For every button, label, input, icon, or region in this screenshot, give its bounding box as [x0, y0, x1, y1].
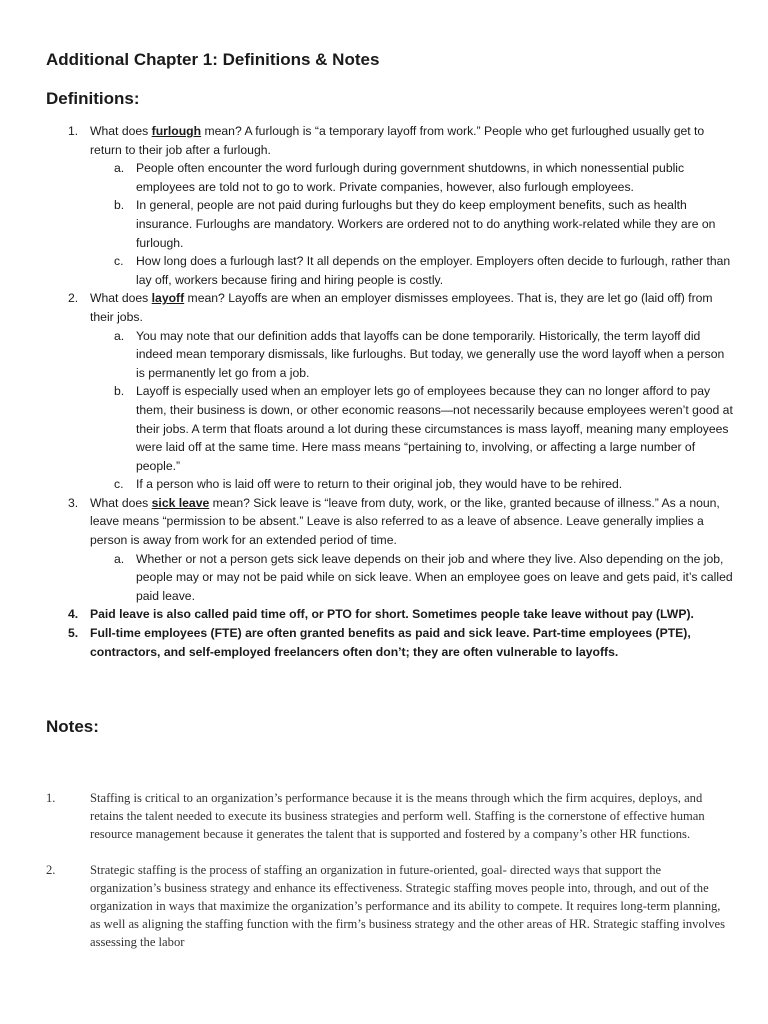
note-item — [46, 789, 726, 844]
defined-term: layoff — [151, 291, 185, 306]
sub-item-text: How long does a furlough last? It all depends on the employer. Employers often decide to furlough, rather than lay off, workers because firing and hiring people is costly. — [136, 254, 731, 287]
sub-item-letter: b. — [114, 198, 125, 213]
sub-item-letter: a. — [114, 328, 125, 343]
item-text-post: mean? Sick leave is “leave from duty, work, or the like, granted because of illness.” As a noun, leave means “permission to be absent.” Leave is also referred to as a leave of absence. Leave generally implies a person is away from work for an extended period of time. — [90, 495, 720, 548]
item-number: 4. — [68, 607, 79, 622]
definition-item — [46, 605, 736, 624]
sub-item-letter: c. — [114, 477, 124, 492]
sub-item — [46, 382, 736, 475]
definitions-list — [46, 122, 736, 661]
item-number: 3. — [68, 495, 79, 510]
sub-item-letter: c. — [114, 254, 124, 269]
sub-item-text: Layoff is especially used when an employer lets go of employees because they can no longer afford to pay them, their business is down, or other economic reasons—not necessarily because employees weren’t good at their jobs. A term that floats around a lot during these circumstances is mass layoff, meaning many employees were laid off at the same time. Here mass means “pertaining to, involving, or affecting a large number of people.” — [136, 384, 733, 473]
definition-item — [46, 289, 736, 326]
definition-item — [46, 494, 736, 550]
definitions-heading: Definitions: — [46, 89, 140, 108]
sub-item-letter: b. — [114, 384, 125, 399]
definition-item — [46, 624, 736, 661]
note-text: Strategic staffing is the process of staffing an organization in future-oriented, goal- directed ways that support the organization’s business strategy and enhance its effectiveness. Strategic staffing moves people into, through, and out of the organization in ways that maximize the organization’s performance and its ability to compete. It requires long-term planning, as well as aligning the staffing function with the firm’s business strategy and the other areas of HR. Strategic staffing involves assessing the labor — [90, 862, 726, 950]
item-number: 1. — [68, 124, 79, 138]
item-text-pre: What does — [90, 291, 152, 306]
note-number: 2. — [46, 862, 56, 877]
defined-term: sick leave — [151, 495, 210, 510]
page-title: Additional Chapter 1: Definitions & Notes — [46, 50, 380, 69]
notes-heading: Notes: — [46, 717, 99, 736]
sub-item-text: You may note that our definition adds that layoffs can be done temporarily. Historically, the term layoff did indeed mean temporary dismissals, like furloughs. But today, we generally use the word layoff when a person is permanently let go from a job. — [136, 328, 725, 380]
sub-item — [46, 550, 736, 606]
sub-item — [46, 196, 736, 252]
item-text-post: mean? A furlough is “a temporary layoff from work.” People who get furloughed usually get to return to their job after a furlough. — [90, 124, 705, 157]
sub-item — [46, 475, 736, 494]
sub-item-text: Whether or not a person gets sick leave depends on their job and where they live. Also depending on the job, people may or may not be paid while on sick leave. When an employee goes on leave and gets paid, it’s called paid leave. — [136, 551, 733, 603]
item-text-post: mean? Layoffs are when an employer dismisses employees. That is, they are let go (laid off) from their jobs. — [90, 291, 713, 324]
note-text: Staffing is critical to an organization’s performance because it is the means through which the firm acquires, deploys, and retains the talent needed to execute its business strategies and perform well. Staffing is the cornerstone of effective human resource management because it generates the talent that is supported and fostered by a company’s other HR functions. — [90, 791, 705, 842]
sub-item — [46, 327, 736, 383]
sub-item-text: People often encounter the word furlough during government shutdowns, in which nonessential public employees are told not to go to work. Private companies, however, also furlough employees. — [136, 161, 685, 194]
sub-item-letter: a. — [114, 551, 125, 566]
note-number: 1. — [46, 791, 56, 805]
sub-item-text: In general, people are not paid during furloughs but they do keep employment benefits, such as health insurance. Furloughs are mandatory. Workers are ordered not to do anything work-related while they are on furlough. — [136, 198, 716, 250]
sub-item-letter: a. — [114, 161, 125, 176]
item-text — [90, 124, 704, 157]
item-number: 2. — [68, 291, 79, 306]
item-text — [90, 496, 720, 547]
sub-item-text: If a person who is laid off were to return to their original job, they would have to be rehired. — [136, 477, 623, 492]
item-text — [90, 291, 713, 324]
defined-term: furlough — [151, 124, 202, 138]
item-number: 5. — [68, 626, 79, 641]
definition-item — [46, 122, 736, 159]
item-text-pre: What does — [90, 495, 152, 510]
sub-item — [46, 252, 736, 289]
item-text: Paid leave is also called paid time off, or PTO for short. Sometimes people take leave without pay (LWP). — [90, 607, 694, 622]
item-text-pre: What does — [90, 124, 152, 138]
sub-item — [46, 159, 736, 196]
note-item — [46, 861, 726, 952]
notes-list — [46, 789, 726, 969]
item-text: Full-time employees (FTE) are often granted benefits as paid and sick leave. Part-time employees (PTE), contractors, and self-employed freelancers often don’t; they are often vulnerable to layoffs. — [90, 626, 691, 659]
